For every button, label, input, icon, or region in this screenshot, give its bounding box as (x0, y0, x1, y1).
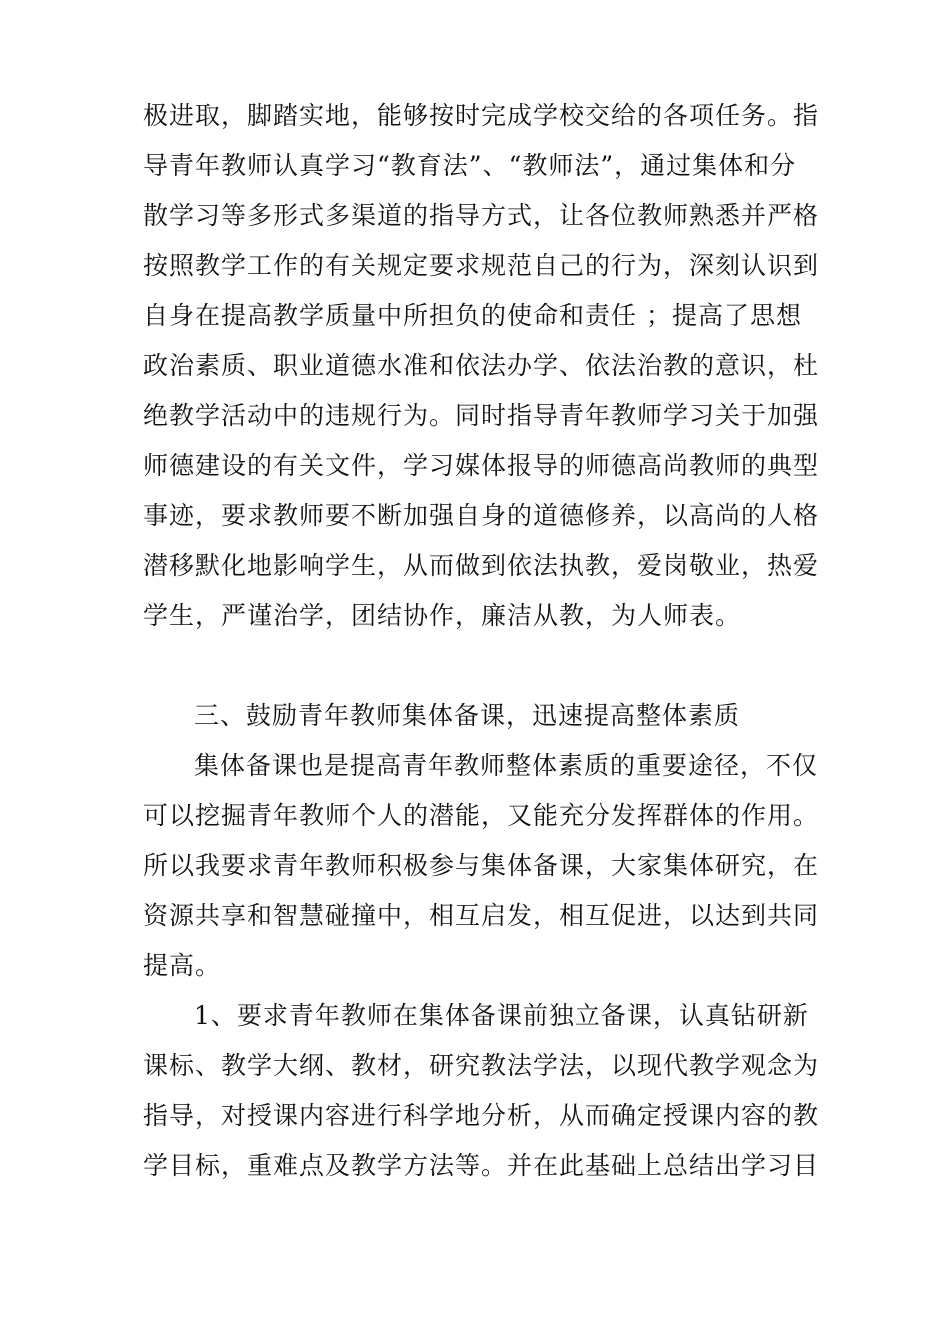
text-line: 绝教学活动中的违规行为。同时指导青年教师学习关于加强 (143, 401, 820, 430)
text-line: 课标、教学大纲、教材，研究教法学法，以现代教学观念为 (143, 1051, 820, 1080)
text-line: 导青年教师认真学习“教育法”、“教师法”，通过集体和分 (143, 151, 797, 180)
text-line: 可以挖掘青年教师个人的潜能，又能充分发挥群体的作用。 (143, 801, 820, 830)
text-line: 师德建设的有关文件，学习媒体报导的师德高尚教师的典型 (143, 451, 820, 480)
text-line: 资源共享和智慧碰撞中，相互启发，相互促进，以达到共同 (143, 901, 820, 930)
text-line: 自身在提高教学质量中所担负的使命和责任 ；提高了思想 (143, 301, 802, 330)
text-line: 极进取，脚踏实地，能够按时完成学校交给的各项任务。指 (143, 101, 820, 130)
text-line: 潜移默化地影响学生，从而做到依法执教，爱岗敬业，热爱 (143, 551, 820, 580)
text-line: 指导，对授课内容进行科学地分析，从而确定授课内容的教 (143, 1101, 820, 1130)
text-line: 散学习等多形式多渠道的指导方式，让各位教师熟悉并严格 (143, 201, 820, 230)
text-line: 1、要求青年教师在集体备课前独立备课，认真钻研新 (194, 1001, 809, 1030)
text-line: 政治素质、职业道德水准和依法办学、依法治教的意识，杜 (143, 351, 820, 380)
section-heading: 三、鼓励青年教师集体备课，迅速提高整体素质 (194, 701, 741, 730)
text-line: 提高。 (143, 951, 222, 980)
text-line: 学目标，重难点及教学方法等。并在此基础上总结出学习目 (143, 1151, 820, 1180)
text-line: 所以我要求青年教师积极参与集体备课，大家集体研究，在 (143, 851, 820, 880)
text-line: 事迹，要求教师要不断加强自身的道德修养，以高尚的人格 (143, 501, 820, 530)
text-line: 按照教学工作的有关规定要求规范自己的行为，深刻认识到 (143, 251, 820, 280)
text-line: 集体备课也是提高青年教师整体素质的重要途径，不仅 (194, 751, 819, 780)
text-line: 学生，严谨治学，团结协作，廉洁从教，为人师表。 (143, 601, 742, 630)
